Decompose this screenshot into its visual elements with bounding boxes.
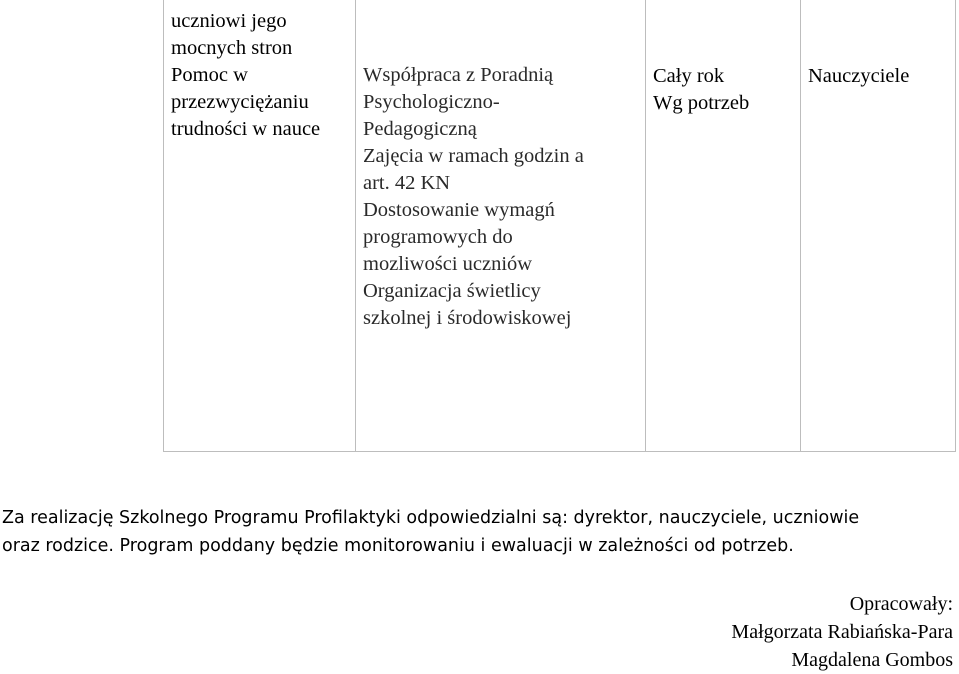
cell-goal: uczniowi jego mocnych stron Pomoc w przezwyciężaniu trudności w nauce bbox=[171, 10, 321, 140]
signature-name-2: Magdalena Gombos bbox=[791, 649, 953, 671]
signature-label: Opracowały: bbox=[849, 593, 953, 615]
table-border-col3 bbox=[645, 0, 646, 452]
paragraph-line-2: oraz rodzice. Program poddany będzie monitorowaniu i ewaluacji w zależności od potrzeb. bbox=[2, 536, 794, 556]
table-border-right bbox=[955, 0, 956, 452]
cell-responsible: Nauczyciele bbox=[808, 65, 910, 87]
table-border-col2 bbox=[355, 0, 356, 452]
signature-name-1: Małgorzata Rabiańska-Para bbox=[731, 621, 953, 643]
responsibility-paragraph bbox=[2, 504, 859, 560]
table-border-bottom bbox=[163, 451, 956, 452]
cell-actions: Współpraca z Poradnią Psychologiczno- Pedagogiczną Zajęcia w ramach godzin a art. 42 KN Dostosowanie wymagń programowych do mozliwości uczniów Organizacja świetlicy szkolnej i środowiskowej bbox=[363, 64, 584, 329]
cell-timeframe: Cały rok Wg potrzeb bbox=[653, 65, 750, 114]
signature-block bbox=[731, 590, 953, 674]
table-border-left bbox=[163, 0, 164, 452]
paragraph-line-1: Za realizację Szkolnego Programu Profilaktyki odpowiedzialni są: dyrektor, nauczyciele, uczniowie bbox=[2, 508, 860, 528]
table-border-col4 bbox=[800, 0, 801, 452]
